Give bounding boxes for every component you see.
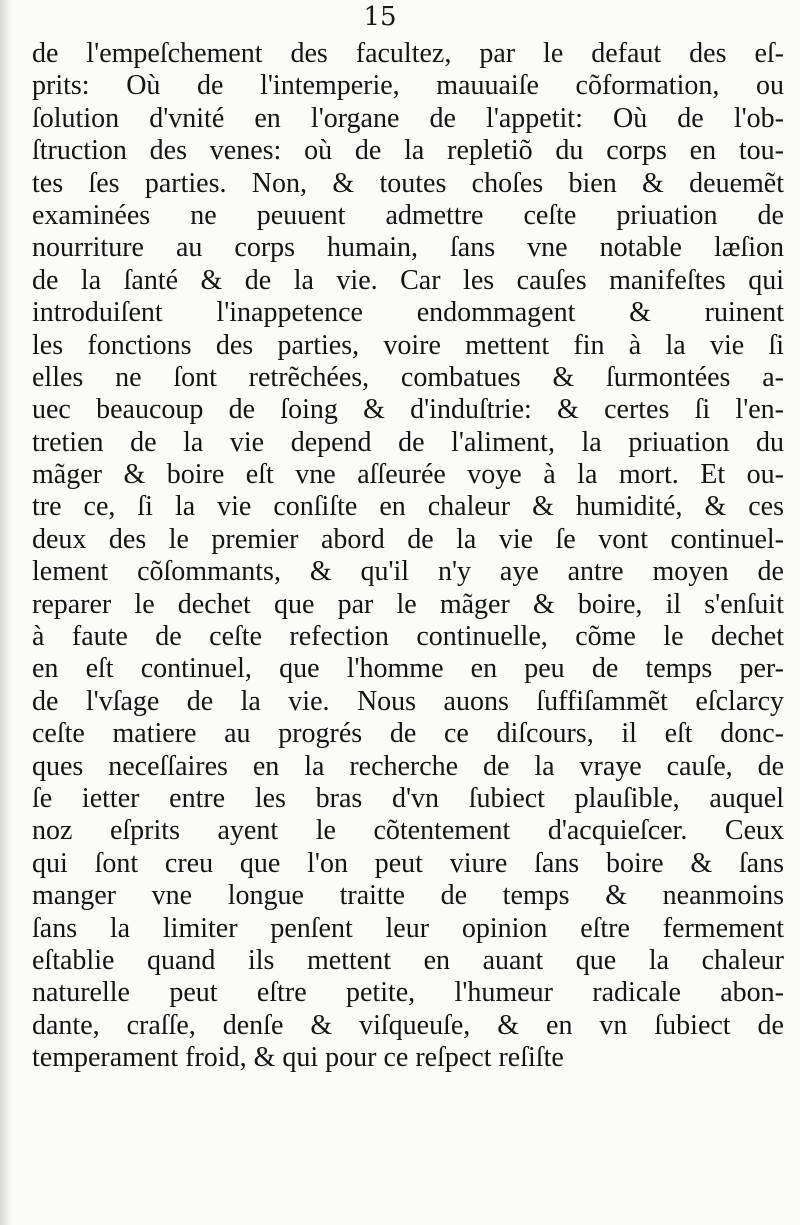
text-line: les fonctions des parties, voire mettent fin à la vie ſi (32, 329, 784, 361)
text-line: ſtruction des venes: où de la repletiõ du corps en tou- (32, 135, 784, 167)
text-line: nourriture au corps humain, ſans vne notable læſion (32, 232, 784, 264)
text-line: tes ſes parties. Non, & toutes choſes bien & deuemẽt (32, 167, 784, 199)
text-line: dante, craſſe, denſe & viſqueuſe, & en vn ſubiect de (32, 1009, 784, 1041)
text-line: tretien de la vie depend de l'aliment, la priuation du (32, 426, 784, 458)
text-line: eſtablie quand ils mettent en auant que la chaleur (32, 944, 784, 976)
text-line: de la ſanté & de la vie. Car les cauſes manifeſtes qui (32, 264, 784, 296)
text-line: de l'vſage de la vie. Nous auons ſuffiſammẽt eſclarcy (32, 685, 784, 717)
text-line: elles ne ſont retrẽchées, combatues & ſurmontées a- (32, 361, 784, 393)
text-line: ſans la limiter penſent leur opinion eſtre fermement (32, 912, 784, 944)
text-line: qui ſont creu que l'on peut viure ſans boire & ſans (32, 847, 784, 879)
text-line: ques neceſſaires en la recherche de la vraye cauſe, de (32, 750, 784, 782)
body-text (32, 38, 784, 1075)
text-line: ceſte matiere au progrés de ce diſcours, il eſt donc- (32, 718, 784, 750)
text-line: reparer le dechet que par le mãger & boire, il s'enſuit (32, 588, 784, 620)
text-line: noz eſprits ayent le cõtentement d'acquieſcer. Ceux (32, 815, 784, 847)
text-line: ſe ietter entre les bras d'vn ſubiect plauſible, auquel (32, 782, 784, 814)
scan-artifact (570, 1198, 610, 1212)
text-line: temperament froid, & qui pour ce reſpect reſiſte (32, 1042, 564, 1074)
text-line: mãger & boire eſt vne aſſeurée voye à la mort. Et ou- (32, 459, 784, 491)
text-line: deux des le premier abord de la vie ſe vont continuel- (32, 523, 784, 555)
text-line: lement cõſommants, & qu'il n'y aye antre moyen de (32, 556, 784, 588)
text-line: à faute de ceſte refection continuelle, cõme le dechet (32, 621, 784, 653)
text-line: examinées ne peuuent admettre ceſte priuation de (32, 199, 784, 231)
page-edge-shadow (0, 0, 12, 1225)
text-line: ſolution d'vnité en l'organe de l'appetit: Où de l'ob- (32, 102, 784, 134)
text-line: en eſt continuel, que l'homme en peu de temps per- (32, 653, 784, 685)
text-line: tre ce, ſi la vie conſiſte en chaleur & humidité, & ces (32, 491, 784, 523)
text-line: naturelle peut eſtre petite, l'humeur radicale abon- (32, 977, 784, 1009)
text-line: uec beaucoup de ſoing & d'induſtrie: & certes ſi l'en- (32, 394, 784, 426)
text-line: de l'empeſchement des facultez, par le defaut des eſ- (32, 38, 784, 69)
page-number: 15 (363, 2, 397, 32)
text-line: prits: Où de l'intemperie, mauuaiſe cõformation, ou (32, 70, 784, 102)
text-line: introduiſent l'inappetence endommagent & ruinent (32, 297, 784, 329)
text-line: manger vne longue traitte de temps & neanmoins (32, 880, 784, 912)
